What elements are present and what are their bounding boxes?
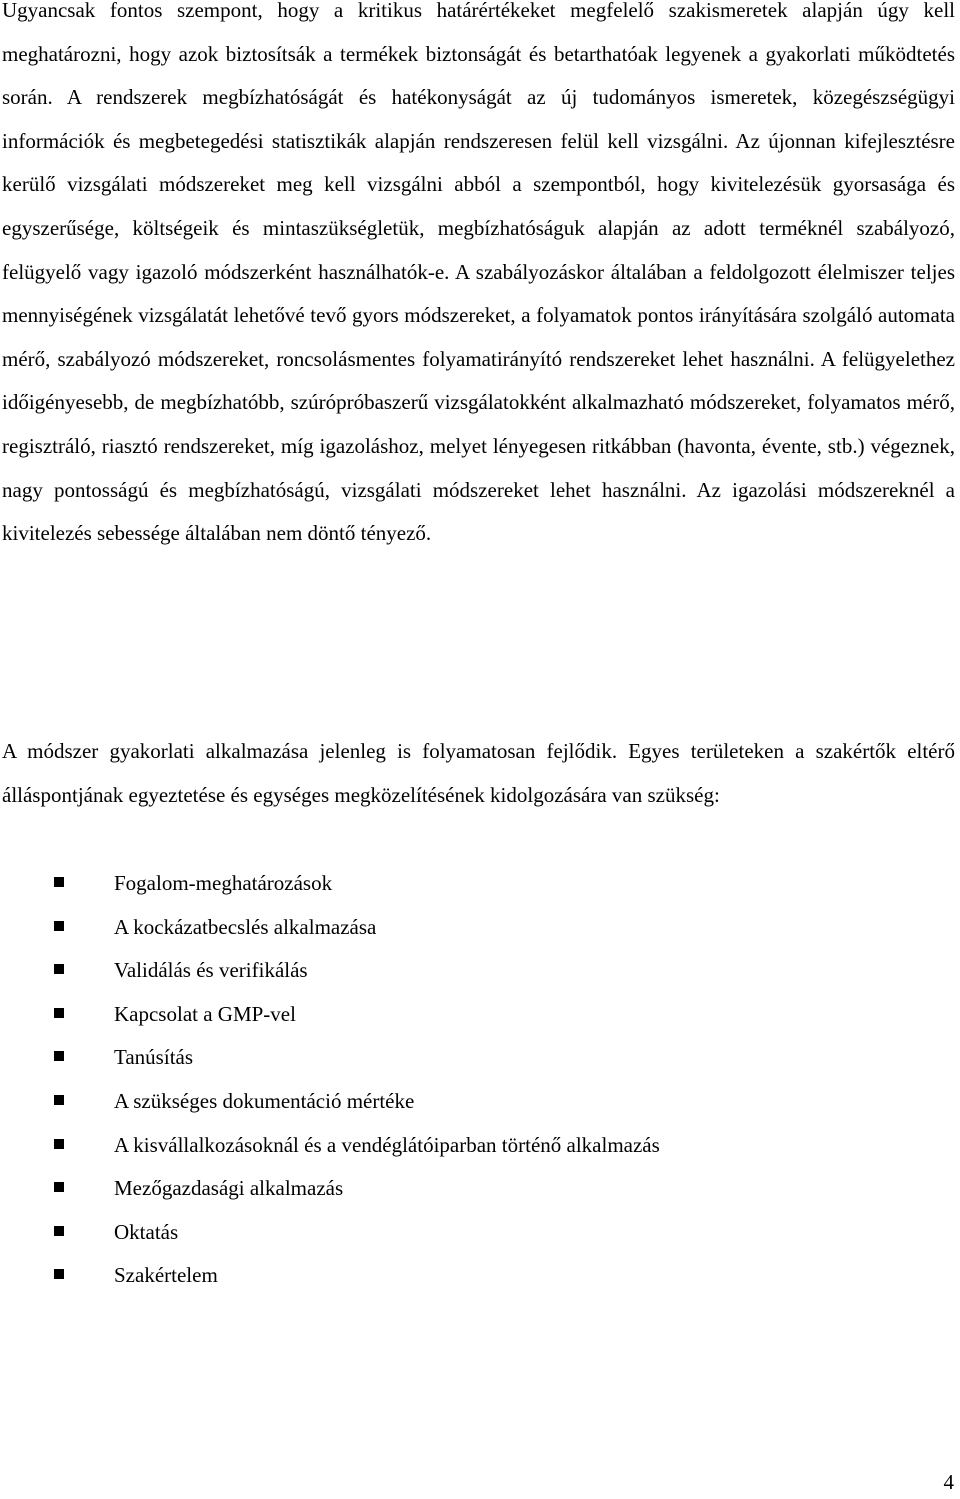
square-bullet-icon (54, 877, 64, 887)
list-item (0, 1211, 900, 1255)
list-item-label: Kapcsolat a GMP-vel (114, 1001, 296, 1026)
list-item (0, 949, 900, 993)
body-paragraph-1: Ugyancsak fontos szempont, hogy a kritikus határértékeket megfelelő szakismeretek alapján úgy kell meghatározni, hogy azok biztosítsák a termékek biztonságát és betarthatóak legyenek a gyakorlati működtetés során. A rendszerek megbízhatóságát és hatékonyságát az új tudományos ismeretek, közegészségügyi információk és megbetegedési statisztikák alapján rendszeresen felül kell vizsgálni. Az újonnan kifejlesztésre kerülő vizsgálati módszereket meg kell vizsgálni abból a szempontból, hogy kivitelezésük gyorsasága és egyszerűsége, költségeik és mintaszükségletük, megbízhatóságuk alapján az adott terméknél szabályozó, felügyelő vagy igazoló módszerként használhatók-e. A szabályozáskor általában a feldolgozott élelmiszer teljes mennyiségének vizsgálatát lehetővé tevő gyors módszereket, a folyamatok pontos irányítására szolgáló automata mérő, szabályozó módszereket, roncsolásmentes folyamatirányító rendszereket lehet használni. A felügyelethez időigényesebb, de megbízhatóbb, szúrópróbaszerű vizsgálatokként alkalmazható módszereket, folyamatos mérő, regisztráló, riasztó rendszereket, míg igazoláshoz, melyet lényegesen ritkábban (havonta, évente, stb.) végeznek, nagy pontosságú és megbízhatóságú, vizsgálati módszereket lehet használni. Az igazolási módszereknél a kivitelezés sebessége általában nem döntő tényező. (2, 0, 955, 546)
list-item (0, 993, 900, 1037)
list-item-label: Tanúsítás (114, 1045, 194, 1070)
list-item (0, 1124, 900, 1168)
square-bullet-icon (54, 964, 64, 974)
list-item (0, 862, 900, 906)
list-item-label: Szakértelem (114, 1263, 218, 1288)
list-item (0, 1167, 900, 1211)
list-item (0, 906, 900, 950)
square-bullet-icon (54, 1008, 64, 1018)
list-item-label: A szükséges dokumentáció mértéke (114, 1088, 415, 1113)
square-bullet-icon (54, 1095, 64, 1105)
list-item (0, 1036, 900, 1080)
page-number: 4 (943, 1470, 954, 1494)
square-bullet-icon (54, 1051, 64, 1061)
body-paragraph-2: A módszer gyakorlati alkalmazása jelenleg is folyamatosan fejlődik. Egyes területeken a szakértők eltérő álláspontjának egyeztetése és egységes megközelítésének kidolgozására van szükség: (2, 739, 955, 807)
list-item (0, 1254, 900, 1298)
list-item-label: Mezőgazdasági alkalmazás (114, 1176, 344, 1201)
square-bullet-icon (54, 921, 64, 931)
list-item-label: Oktatás (114, 1219, 179, 1244)
list-item-label: A kisvállalkozásoknál és a vendéglátóiparban történő alkalmazás (114, 1132, 660, 1157)
square-bullet-icon (54, 1139, 64, 1149)
list-item-label: A kockázatbecslés alkalmazása (114, 914, 377, 939)
list-item-label: Validálás és verifikálás (114, 958, 308, 983)
bullet-list (0, 862, 900, 1298)
square-bullet-icon (54, 1269, 64, 1279)
list-item-label: Fogalom-meghatározások (114, 871, 333, 895)
square-bullet-icon (54, 1226, 64, 1236)
list-item (0, 1080, 900, 1124)
square-bullet-icon (54, 1182, 64, 1192)
